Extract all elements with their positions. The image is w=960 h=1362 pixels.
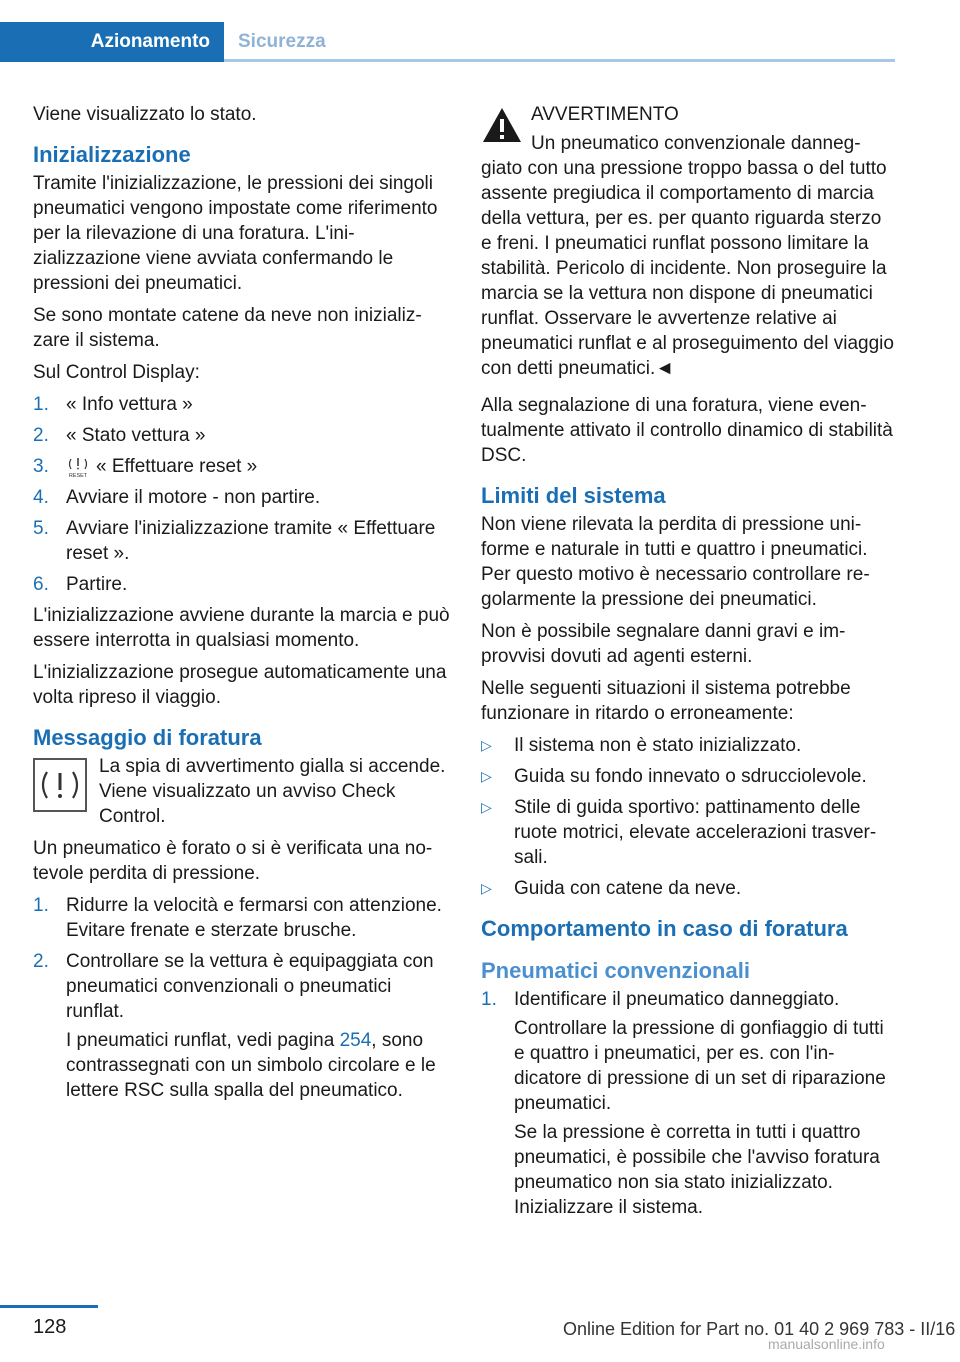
chapter-tabs	[0, 22, 895, 62]
left-column	[33, 102, 451, 1109]
puncture-paragraph: Un pneumatico è forato o si è verificata una notevole perdita di pressione.	[33, 838, 433, 884]
bullet-triangle-icon: ▷	[481, 737, 492, 753]
limits-paragraph-2: Non è possibile segnalare danni gravi e improvvisi dovuti ad agenti esterni.	[481, 621, 846, 667]
status-text: Viene visualizzato lo stato.	[33, 104, 257, 125]
heading-comportamento-foratura: Comportamento in caso di foratura	[481, 916, 848, 941]
runflat-note: I pneumatici runflat, vedi pagina 254, sono contrassegnati con un simbolo circolare e le lettere RSC sulla spalla del pneumatico.	[66, 1030, 436, 1101]
list-item: ▷ Il sistema non è stato inizializzato.	[481, 735, 802, 756]
tab-sicurezza[interactable]: Sicurezza	[238, 31, 326, 52]
list-item: 4. Avviare il motore - non partire.	[33, 487, 321, 508]
tire-pressure-warning-icon	[33, 758, 87, 812]
reset-icon-label: RESET	[68, 472, 88, 478]
edition-text: Online Edition for Part no. 01 40 2 969 783 - II/16	[563, 1319, 956, 1339]
list-item: ▷ Guida con catene da neve.	[481, 878, 742, 899]
warning-box	[481, 102, 895, 381]
page-link[interactable]: 254	[339, 1030, 372, 1051]
puncture-steps-list	[33, 893, 451, 1103]
conv-step-paragraph-2: Se la pressione è corretta in tutti i quattro pneumatici, è possibile che l'avviso foratura pneumatico non sia stato inizializzato. Inizializzare il sistema.	[514, 1122, 880, 1218]
bullet-triangle-icon: ▷	[481, 880, 492, 896]
puncture-warning-box	[33, 754, 451, 829]
init-paragraph-3: Sul Control Display:	[33, 362, 200, 383]
watermark: manualsonline.info	[768, 1336, 885, 1352]
limits-bullet-list	[481, 733, 895, 901]
heading-limiti-sistema: Limiti del sistema	[481, 483, 666, 508]
heading-messaggio-foratura: Messaggio di foratura	[33, 725, 262, 750]
warning-title: AVVERTIMENTO	[531, 104, 679, 125]
warning-text: Un pneumatico convenzionale danneggiato con una pressione troppo bassa o del tutto assente pregiudica il comportamento di marcia della vettura, per es. per quanto riguarda sterzo e freni. I pneumatici runflat possono limitare la stabilità. Pericolo di incidente. Non proseguire la marcia se la vettura non dispone di pneumatici runflat. Osservare le avvertenze relative ai pneumatici runflat e al proseguimento del viaggio con detti pneumatici.◄	[481, 133, 894, 379]
header-rule	[224, 59, 895, 62]
conv-steps-list	[481, 987, 895, 1220]
init-paragraph-4: L'inizializzazione avviene durante la marcia e può essere interrotta in qualsiasi momento.	[33, 605, 450, 651]
init-paragraph-2: Se sono montate catene da neve non inizializzare il sistema.	[33, 305, 422, 351]
list-item: ▷ Guida su fondo innevato o sdrucciolevole.	[481, 766, 867, 787]
tab-azionamento[interactable]: Azionamento	[0, 22, 224, 62]
bullet-triangle-icon: ▷	[481, 768, 492, 784]
list-item: ▷ Stile di guida sportivo: pattinamento delle ruote motrici, elevate accelerazioni trasversali.	[481, 797, 877, 868]
conv-step-paragraph-1: Controllare la pressione di gonfiaggio di tutti e quattro i pneumatici, per es. con l'indicatore di pressione di un set di riparazione pneumatici.	[514, 1018, 886, 1114]
right-column	[481, 102, 895, 1226]
dsc-paragraph: Alla segnalazione di una foratura, viene eventualmente attivato il controllo dinamico di stabilità DSC.	[481, 395, 893, 466]
list-item: 2. Controllare se la vettura è equipaggiata con pneumatici convenzionali o pneumatici runflat. I pneumatici runflat, vedi pagina 254, sono contrassegnati con un simbolo circolare e le lettere RSC sulla spalla del pneumatico.	[33, 949, 451, 1103]
list-item: 5. Avviare l'inizializzazione tramite « Effettuare reset ».	[33, 518, 436, 564]
limits-paragraph-3: Nelle seguenti situazioni il sistema potrebbe funzionare in ritardo o erroneamente:	[481, 678, 851, 724]
heading-pneumatici-convenzionali: Pneumatici convenzionali	[481, 958, 750, 983]
footer-rule	[0, 1305, 98, 1308]
init-paragraph-1: Tramite l'inizializzazione, le pressioni dei singoli pneumatici vengono impostate come riferimento per la rilevazione di una foratura. L'inizializzazione viene avviata confermando le pressioni dei pneumatici.	[33, 173, 438, 294]
puncture-warning-text: La spia di avvertimento gialla si accende. Viene visualizzato un avviso Check Control.	[99, 756, 446, 827]
list-item: 1. Identificare il pneumatico danneggiato. Controllare la pressione di gonfiaggio di tutti e quattro i pneumatici, per es. con l'indicatore di pressione di un set di riparazione pneumatici. Se la pressione è corretta in tutti i quattro pneumatici, è possibile che l'avviso foratura pneumatico non sia stato inizializzato. Inizializzare il sistema.	[481, 987, 895, 1220]
list-item: 1. Ridurre la velocità e fermarsi con attenzione. Evitare frenate e sterzate brusche.	[33, 895, 442, 941]
list-item: 2. « Stato vettura »	[33, 425, 206, 446]
warning-triangle-icon	[481, 106, 523, 144]
heading-inizializzazione: Inizializzazione	[33, 142, 191, 167]
tire-reset-icon	[66, 456, 90, 478]
bullet-triangle-icon: ▷	[481, 799, 492, 815]
list-item: 3. RESET « Effettuare reset »	[33, 456, 258, 478]
limits-paragraph-1: Non viene rilevata la perdita di pressione uniforme e naturale in tutti e quattro i pneumatici. Per questo motivo è necessario controllare regolarmente la pressione dei pneumatici.	[481, 514, 870, 610]
page-number: 128	[33, 1316, 67, 1338]
init-paragraph-5: L'inizializzazione prosegue automaticamente una volta ripreso il viaggio.	[33, 662, 447, 708]
list-item: 6. Partire.	[33, 574, 128, 595]
list-item: 1. « Info vettura »	[33, 394, 193, 415]
init-steps-list	[33, 392, 451, 597]
